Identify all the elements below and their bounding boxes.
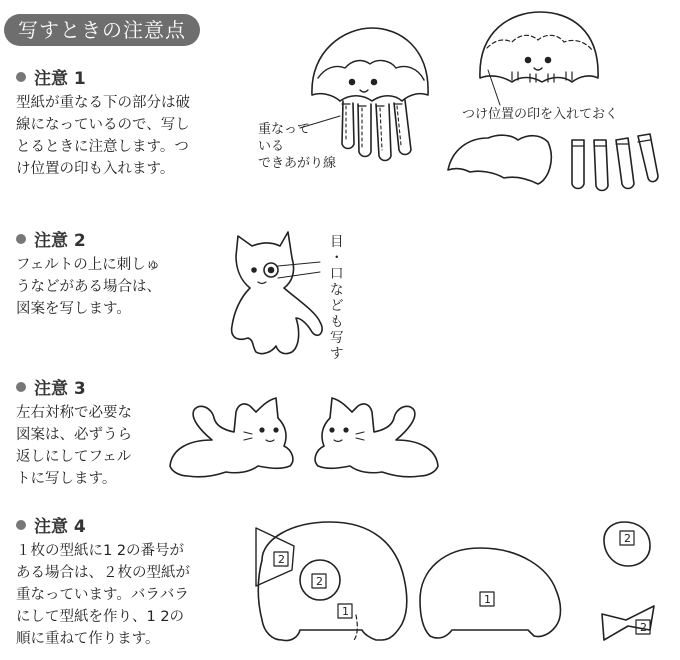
cat-vertical-label: 目・口なども写す (330, 234, 344, 362)
note-2-heading-text: 注意 2 (34, 231, 86, 251)
cat-right-pattern (315, 398, 438, 477)
jellyfish-skirt-pattern (448, 135, 551, 184)
pig-num-2-circle-label: 2 (316, 575, 323, 588)
pig-face-num-label: 2 (624, 532, 631, 545)
pig-num-2-bow-label: 2 (278, 553, 285, 566)
pig-num-1-label: 1 (342, 605, 349, 618)
overlap-label-1: 重なって (258, 122, 311, 137)
leader-line (278, 262, 320, 266)
jellyfish-assembled-figure (312, 28, 428, 161)
note-3-heading-text: 注意 3 (34, 379, 86, 399)
note-4-heading-text: 注意 4 (34, 517, 86, 537)
overlap-label-3: できあがり線 (258, 156, 337, 171)
note-1-heading-text: 注意 1 (34, 69, 86, 89)
note-1-body: 型紙が重なる下の部分は破 線になっているので、写し とるときに注意します。つ け位置の印も入れます。 (16, 95, 190, 177)
note-2-body: フェルトの上に刺しゅ うなどがある場合は、 図案を写します。 (16, 257, 161, 317)
overlap-label-2: いる (258, 139, 285, 154)
cat-left-pattern (170, 398, 293, 477)
mark-label: つけ位置の印を入れておく (462, 107, 619, 122)
note-4-body: １枚の型紙に1 2の番号が ある場合は、２枚の型紙が 重なっています。バラバラ にして型紙を作り、1 2の 順に重ねて作ります。 (16, 543, 190, 647)
page-title: 写すときの注意点 (4, 14, 200, 46)
leader-line (278, 272, 320, 278)
jellyfish-tentacle-patterns (572, 134, 658, 191)
pig-bow-num-label: 2 (640, 621, 647, 634)
pig-combined-pattern (256, 522, 407, 641)
note-3-body: 左右対称で必要な 図案は、必ずうら 返しにしてフェル トに写します。 (16, 405, 132, 487)
jellyfish-head-pattern (480, 12, 598, 82)
pig-body-num-label: 1 (484, 593, 491, 606)
cat-pattern (232, 232, 323, 354)
